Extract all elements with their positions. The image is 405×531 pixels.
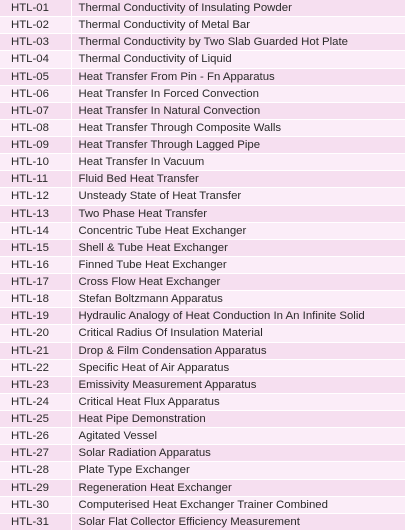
- product-name: Heat Transfer In Vacuum: [71, 154, 405, 171]
- product-code: HTL-08: [0, 119, 71, 136]
- table-row: [0, 34, 405, 51]
- table-row: [0, 205, 405, 222]
- table-row: [0, 291, 405, 308]
- table-row: [0, 171, 405, 188]
- product-name: Thermal Conductivity of Insulating Powder: [71, 0, 405, 17]
- table-row: [0, 85, 405, 102]
- table-row: [0, 51, 405, 68]
- product-code: HTL-11: [0, 171, 71, 188]
- product-code: HTL-14: [0, 222, 71, 239]
- product-name: Heat Transfer Through Composite Walls: [71, 119, 405, 136]
- product-code: HTL-31: [0, 513, 71, 530]
- product-code: HTL-02: [0, 17, 71, 34]
- product-name: Hydraulic Analogy of Heat Conduction In An Infinite Solid: [71, 308, 405, 325]
- product-code: HTL-06: [0, 85, 71, 102]
- product-code: HTL-04: [0, 51, 71, 68]
- product-name: Emissivity Measurement Apparatus: [71, 376, 405, 393]
- table-row: [0, 462, 405, 479]
- product-code: HTL-15: [0, 239, 71, 256]
- product-code: HTL-30: [0, 496, 71, 513]
- table-row: [0, 325, 405, 342]
- product-code: HTL-03: [0, 34, 71, 51]
- product-code: HTL-16: [0, 256, 71, 273]
- product-code: HTL-05: [0, 68, 71, 85]
- table-row: [0, 411, 405, 428]
- table-row: [0, 393, 405, 410]
- product-name: Unsteady State of Heat Transfer: [71, 188, 405, 205]
- product-name: Finned Tube Heat Exchanger: [71, 256, 405, 273]
- table-row: [0, 342, 405, 359]
- product-code: HTL-20: [0, 325, 71, 342]
- table-row: [0, 154, 405, 171]
- table-row: [0, 359, 405, 376]
- table-row: [0, 137, 405, 154]
- product-code: HTL-10: [0, 154, 71, 171]
- product-name: Solar Flat Collector Efficiency Measurement: [71, 513, 405, 530]
- product-code: HTL-25: [0, 411, 71, 428]
- table-row: [0, 0, 405, 17]
- product-code: HTL-12: [0, 188, 71, 205]
- product-code: HTL-09: [0, 137, 71, 154]
- product-name: Heat Transfer From Pin - Fn Apparatus: [71, 68, 405, 85]
- table-row: [0, 445, 405, 462]
- product-name: Heat Transfer In Forced Convection: [71, 85, 405, 102]
- product-code: HTL-18: [0, 291, 71, 308]
- table-row: [0, 308, 405, 325]
- table-row: [0, 376, 405, 393]
- product-name: Computerised Heat Exchanger Trainer Combined: [71, 496, 405, 513]
- table-row: [0, 479, 405, 496]
- product-code: HTL-17: [0, 274, 71, 291]
- product-name: Drop & Film Condensation Apparatus: [71, 342, 405, 359]
- product-code: HTL-01: [0, 0, 71, 17]
- product-code: HTL-29: [0, 479, 71, 496]
- product-name: Cross Flow Heat Exchanger: [71, 274, 405, 291]
- product-name: Fluid Bed Heat Transfer: [71, 171, 405, 188]
- product-name: Shell & Tube Heat Exchanger: [71, 239, 405, 256]
- product-name: Heat Transfer Through Lagged Pipe: [71, 137, 405, 154]
- table-row: [0, 513, 405, 530]
- product-name: Solar Radiation Apparatus: [71, 445, 405, 462]
- product-code: HTL-24: [0, 393, 71, 410]
- product-code: HTL-28: [0, 462, 71, 479]
- product-name: Stefan Boltzmann Apparatus: [71, 291, 405, 308]
- product-name: Critical Heat Flux Apparatus: [71, 393, 405, 410]
- product-name: Thermal Conductivity by Two Slab Guarded Hot Plate: [71, 34, 405, 51]
- table-row: [0, 68, 405, 85]
- product-code: HTL-19: [0, 308, 71, 325]
- product-name: Thermal Conductivity of Liquid: [71, 51, 405, 68]
- product-name: Specific Heat of Air Apparatus: [71, 359, 405, 376]
- product-name: Regeneration Heat Exchanger: [71, 479, 405, 496]
- table-row: [0, 428, 405, 445]
- table-row: [0, 119, 405, 136]
- product-name: Heat Pipe Demonstration: [71, 411, 405, 428]
- product-name: Plate Type Exchanger: [71, 462, 405, 479]
- table-row: [0, 102, 405, 119]
- product-code: HTL-26: [0, 428, 71, 445]
- product-code: HTL-07: [0, 102, 71, 119]
- product-code: HTL-27: [0, 445, 71, 462]
- table-row: [0, 222, 405, 239]
- product-name: Critical Radius Of Insulation Material: [71, 325, 405, 342]
- table-row: [0, 256, 405, 273]
- product-name: Two Phase Heat Transfer: [71, 205, 405, 222]
- product-code: HTL-13: [0, 205, 71, 222]
- product-name: Concentric Tube Heat Exchanger: [71, 222, 405, 239]
- product-code: HTL-21: [0, 342, 71, 359]
- product-name: Heat Transfer In Natural Convection: [71, 102, 405, 119]
- table-row: [0, 239, 405, 256]
- table-row: [0, 496, 405, 513]
- product-code: HTL-23: [0, 376, 71, 393]
- product-name: Thermal Conductivity of Metal Bar: [71, 17, 405, 34]
- table-row: [0, 17, 405, 34]
- table-row: [0, 274, 405, 291]
- product-code: HTL-22: [0, 359, 71, 376]
- product-name: Agitated Vessel: [71, 428, 405, 445]
- table-row: [0, 188, 405, 205]
